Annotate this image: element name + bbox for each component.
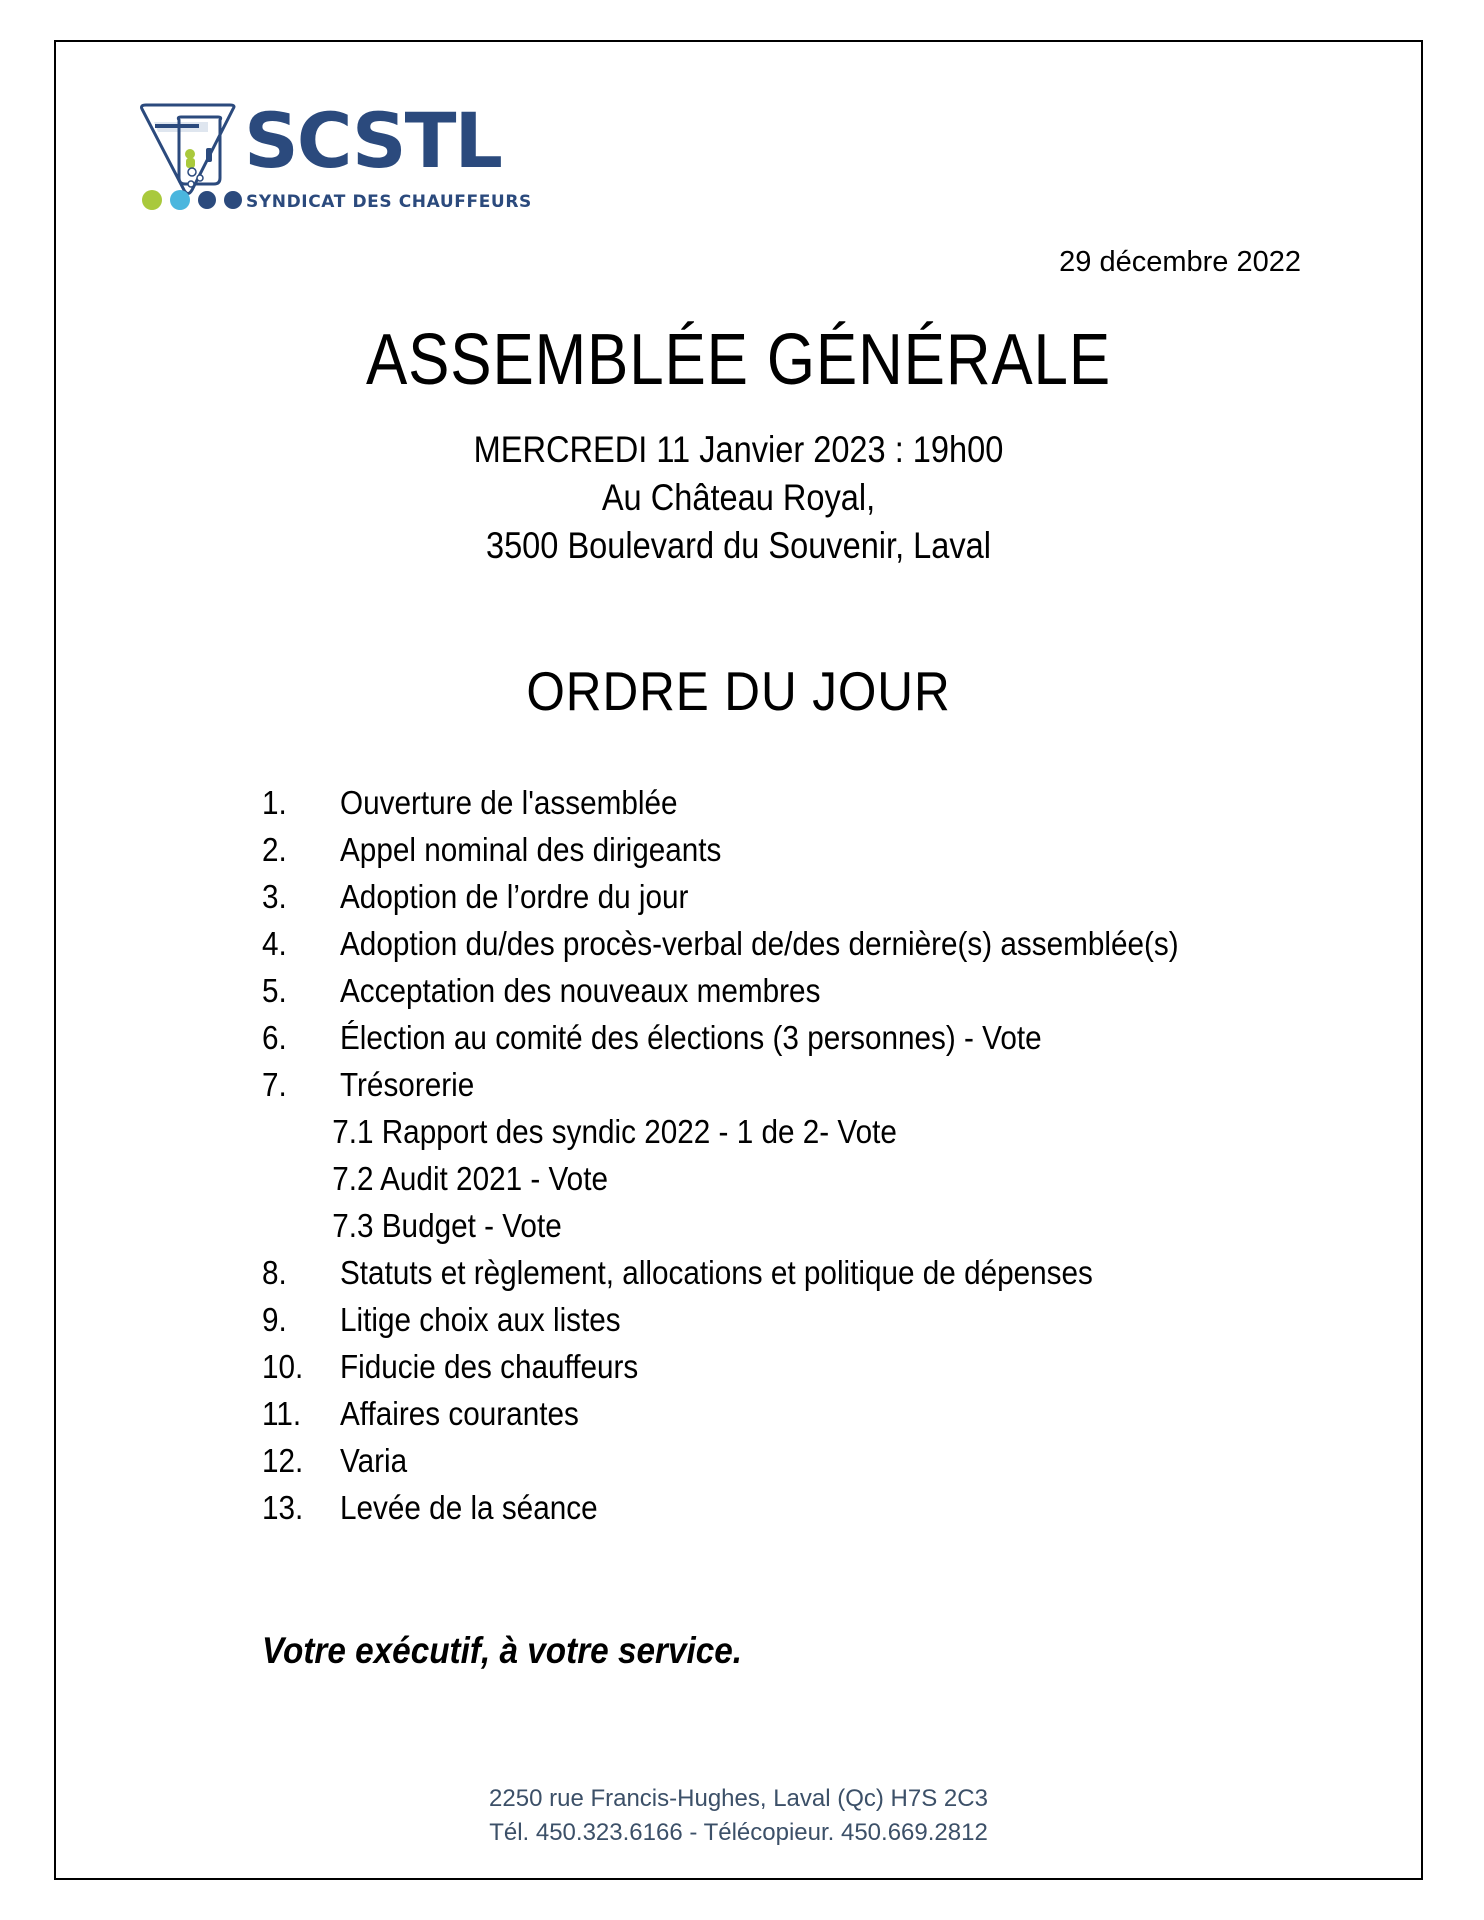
agenda-heading: ORDRE DU JOUR — [526, 660, 951, 722]
agenda-item-number: 3. — [262, 878, 287, 915]
agenda-item-number: 5. — [262, 972, 287, 1009]
footer-contact — [56, 1782, 1421, 1850]
agenda-item-label: Fiducie des chauffeurs — [340, 1348, 639, 1385]
agenda-item-label: Statuts et règlement, allocations et politique de dépenses — [340, 1254, 1093, 1291]
agenda-item-number: 13. — [262, 1489, 304, 1526]
agenda-item-number: 11. — [262, 1395, 302, 1432]
logo-wordmark: SCSTL — [244, 96, 501, 185]
logo-dot-row — [142, 190, 242, 210]
footer-phone: Tél. 450.323.6166 - Télécopieur. 450.669.2812 — [489, 1819, 988, 1847]
meeting-datetime: MERCREDI 11 Janvier 2023 : 19h00 — [473, 429, 1004, 470]
document-date: 29 décembre 2022 — [1059, 246, 1301, 278]
agenda-item-label: Ouverture de l'assemblée — [340, 784, 678, 821]
agenda-item-label: Affaires courantes — [340, 1395, 579, 1432]
agenda-item — [262, 878, 1342, 925]
logo-dot-navy-1 — [198, 191, 216, 209]
closing-signature: Votre exécutif, à votre service. — [262, 1630, 743, 1671]
venue-name: Au Château Royal, — [601, 477, 876, 518]
agenda-item — [262, 972, 1342, 1019]
agenda-item-number: 6. — [262, 1019, 287, 1056]
agenda-item-label: Trésorerie — [340, 1066, 475, 1103]
agenda-item — [262, 831, 1342, 878]
agenda-item — [262, 1442, 1342, 1489]
agenda-item-number: 8. — [262, 1254, 287, 1291]
agenda-item-label: Varia — [340, 1442, 408, 1479]
agenda-item-number: 10. — [262, 1348, 304, 1385]
venue-address: 3500 Boulevard du Souvenir, Laval — [485, 525, 992, 566]
agenda-item-number: 1. — [262, 784, 287, 821]
agenda-item-number: 9. — [262, 1301, 287, 1338]
agenda-item — [262, 1019, 1342, 1066]
logo-tagline: SYNDICAT DES CHAUFFEURS — [246, 192, 532, 212]
agenda-item-number: 2. — [262, 831, 287, 868]
page-title: ASSEMBLÉE GÉNÉRALE — [365, 320, 1112, 400]
agenda-item — [262, 1489, 1342, 1536]
agenda-item — [262, 1066, 1342, 1113]
agenda-item-label: Adoption du/des procès-verbal de/des dernière(s) assemblée(s) — [340, 925, 1179, 962]
agenda-item-label: Acceptation des nouveaux membres — [340, 972, 821, 1009]
agenda-subitem-7-3: 7.3 Budget - Vote — [332, 1207, 562, 1244]
agenda-item-number: 12. — [262, 1442, 304, 1479]
agenda-item — [262, 1254, 1342, 1301]
agenda-subitem-7-2: 7.2 Audit 2021 - Vote — [332, 1160, 608, 1197]
agenda-item-number: 7. — [262, 1066, 287, 1103]
agenda-item — [262, 1395, 1342, 1442]
agenda-item-label: Adoption de l’ordre du jour — [340, 878, 689, 915]
agenda-item — [262, 1301, 1342, 1348]
funnel-triangle-icon — [134, 100, 242, 200]
agenda-subitem-7-1: 7.1 Rapport des syndic 2022 - 1 de 2- Vote — [332, 1113, 897, 1150]
agenda-item-label: Litige choix aux listes — [340, 1301, 621, 1338]
agenda-item-label: Appel nominal des dirigeants — [340, 831, 722, 868]
agenda-item — [262, 1348, 1342, 1395]
agenda-item — [262, 925, 1342, 972]
agenda-item-label: Élection au comité des élections (3 personnes) - Vote — [340, 1019, 1042, 1056]
logo-dot-green — [142, 190, 162, 210]
agenda-item-label: Levée de la séance — [340, 1489, 598, 1526]
scstl-logo — [134, 96, 532, 220]
logo-dot-navy-2 — [224, 191, 242, 209]
agenda-item — [262, 784, 1342, 831]
logo-dot-cyan — [170, 190, 190, 210]
agenda-item-number: 4. — [262, 925, 287, 962]
agenda-list — [262, 784, 1342, 1536]
footer-address: 2250 rue Francis-Hughes, Laval (Qc) H7S 2C3 — [489, 1785, 988, 1812]
page-border-frame — [54, 40, 1423, 1880]
